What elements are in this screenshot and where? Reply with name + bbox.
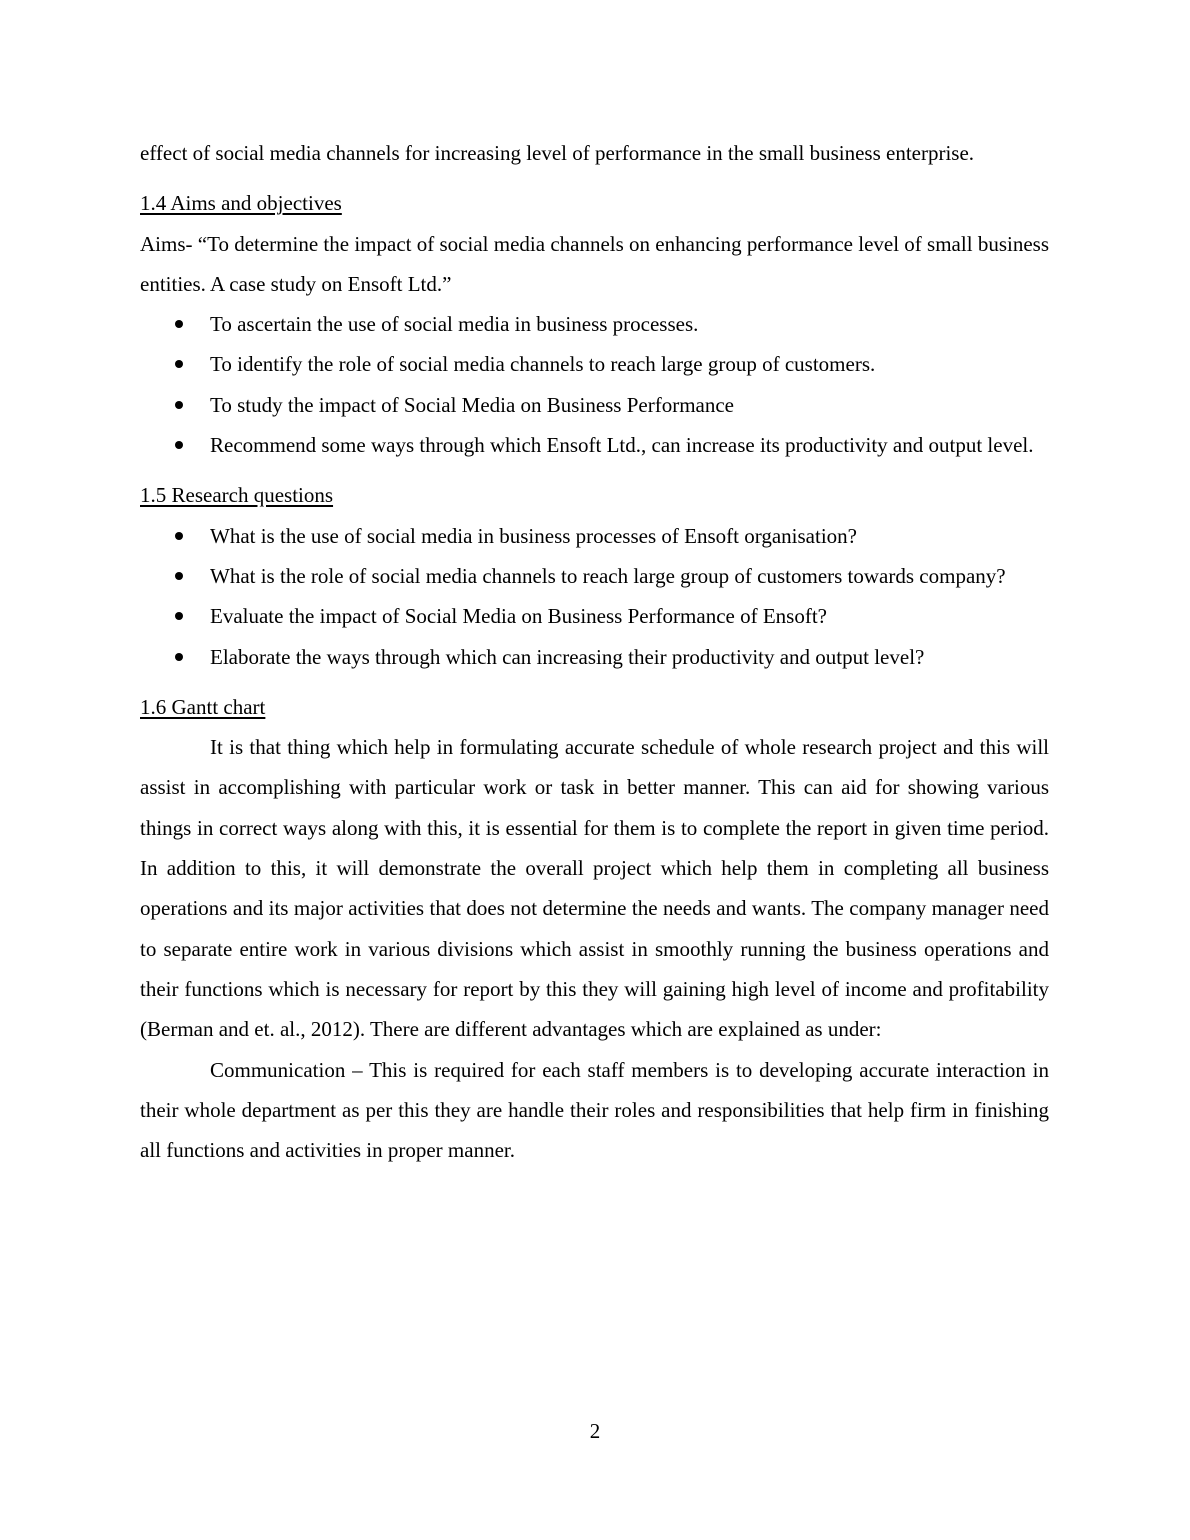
bullet-icon (175, 441, 183, 449)
objectives-list (140, 304, 1049, 465)
list-item (140, 556, 1049, 596)
section-heading-aims: 1.4 Aims and objectives (140, 191, 342, 216)
bullet-icon (175, 653, 183, 661)
bullet-icon (175, 320, 183, 328)
list-item-text: To study the impact of Social Media on Business Performance (210, 392, 735, 417)
bullet-icon (175, 532, 183, 540)
list-item (140, 596, 1049, 636)
list-item (140, 425, 1049, 465)
list-item (140, 637, 1049, 677)
list-item-text: What is the role of social media channels to reach large group of customers towards company? (210, 563, 1006, 588)
list-item (140, 516, 1049, 556)
section-heading-gantt-chart: 1.6 Gantt chart (140, 694, 266, 719)
bullet-icon (175, 401, 183, 409)
list-item-text: Recommend some ways through which Ensoft Ltd., can increase its productivity and output level. (210, 433, 1034, 458)
list-item-text: To ascertain the use of social media in business processes. (210, 312, 699, 337)
list-item (140, 385, 1049, 425)
bullet-icon (175, 360, 183, 368)
section-heading-research-questions: 1.5 Research questions (140, 483, 334, 508)
aims-paragraph: Aims- “To determine the impact of social media channels on enhancing performance level of small business entities. A case study on Ensoft Ltd.” (140, 231, 1049, 296)
gantt-paragraph: It is that thing which help in formulating accurate schedule of whole research project and this will assist in accomplishing with particular work or task in better manner. This can aid for showing various things in correct ways along with this, it is essential for them is to complete the report in given time period. In addition to this, it will demonstrate the overall project which help them in completing all business operations and its major activities that does not determine the needs and wants. The company manager need to separate entire work in various divisions which assist in smoothly running the business operations and their functions which is necessary for report by this they will gaining high level of income and profitability (Berman and et. al., 2012). There are different advantages which are explained as under: (140, 735, 1049, 1042)
bullet-icon (175, 612, 183, 620)
intro-continuation-paragraph: effect of social media channels for increasing level of performance in the small business enterprise. (140, 141, 975, 165)
list-item (140, 344, 1049, 384)
research-questions-list (140, 516, 1049, 677)
document-page (140, 133, 1049, 1170)
page-number: 2 (589, 1419, 601, 1443)
list-item (140, 304, 1049, 344)
list-item-text: Evaluate the impact of Social Media on Business Performance of Ensoft? (210, 604, 827, 629)
communication-paragraph: Communication – This is required for each staff members is to developing accurate interaction in their whole department as per this they are handle their roles and responsibilities that help firm in finishing all functions and activities in proper manner. (140, 1057, 1049, 1163)
list-item-text: What is the use of social media in business processes of Ensoft organisation? (210, 523, 857, 548)
list-item-text: Elaborate the ways through which can increasing their productivity and output level? (210, 644, 925, 669)
list-item-text: To identify the role of social media channels to reach large group of customers. (210, 352, 876, 377)
bullet-icon (175, 572, 183, 580)
